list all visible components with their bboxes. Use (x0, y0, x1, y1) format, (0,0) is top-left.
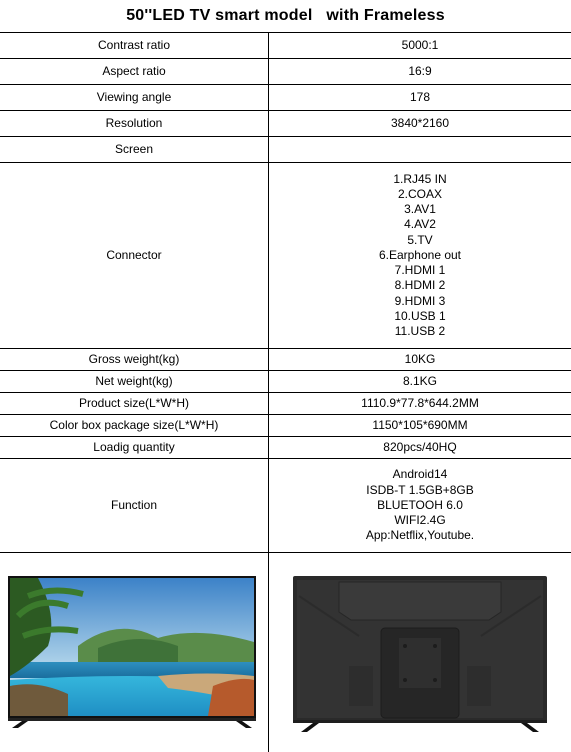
spec-value-line: 16:9 (408, 63, 432, 78)
spec-value-line: 9.HDMI 3 (394, 293, 446, 308)
spec-label: Color box package size(L*W*H) (0, 415, 269, 437)
spec-label: Connector (0, 163, 269, 349)
spec-value-line: 2.COAX (397, 187, 442, 202)
tv-back-photo (289, 576, 551, 746)
spec-label: Viewing angle (0, 85, 269, 111)
spec-value-line: WIFI2.4G (394, 513, 446, 528)
product-photos (0, 550, 571, 752)
spec-label: Gross weight(kg) (0, 349, 269, 371)
spec-value-line: App:Netflix,Youtube. (365, 528, 475, 543)
spec-label: Resolution (0, 111, 269, 137)
spec-label: Loadig quantity (0, 437, 269, 459)
spec-row (0, 437, 571, 459)
spec-row (0, 415, 571, 437)
spec-row (0, 371, 571, 393)
spec-value-line: 1110.9*77.8*644.2MM (361, 395, 479, 410)
spec-value (269, 349, 571, 371)
spec-label: Net weight(kg) (0, 371, 269, 393)
spec-value-line: 1150*105*690MM (372, 417, 468, 432)
spec-value-line: 8.HDMI 2 (394, 278, 446, 293)
column-divider (268, 550, 269, 752)
spec-value-line: 5000:1 (401, 37, 439, 52)
spec-value (269, 371, 571, 393)
spec-row (0, 393, 571, 415)
spec-value-line: 10.USB 1 (394, 308, 446, 323)
spec-value (269, 437, 571, 459)
spec-value (269, 59, 571, 85)
spec-label: Screen (0, 137, 269, 163)
spec-value (269, 85, 571, 111)
spec-value-line: 10KG (404, 351, 436, 366)
spec-value-line: BLUETOOH 6.0 (377, 497, 463, 512)
spec-row (0, 111, 571, 137)
spec-label: Contrast ratio (0, 33, 269, 59)
spec-value-line: 3840*2160 (390, 115, 450, 130)
spec-value (269, 415, 571, 437)
spec-value-line: Android14 (392, 467, 448, 482)
spec-value-line: ISDB-T 1.5GB+8GB (366, 482, 474, 497)
spec-row (0, 349, 571, 371)
spec-value-line: 5.TV (407, 232, 433, 247)
spec-row (0, 85, 571, 111)
spec-value-line: 11.USB 2 (394, 323, 446, 338)
spec-value-line: 6.Earphone out (378, 247, 462, 262)
spec-value-line: 8.1KG (402, 373, 438, 388)
spec-row (0, 137, 571, 163)
spec-value-line: 3.AV1 (404, 202, 436, 217)
spec-value (269, 137, 571, 163)
spec-value-line: 7.HDMI 1 (394, 263, 446, 278)
tv-front-photo (8, 576, 258, 746)
spec-row (0, 59, 571, 85)
spec-row (0, 163, 571, 349)
spec-value-line: 4.AV2 (404, 217, 436, 232)
spec-table (0, 32, 571, 553)
spec-value (269, 393, 571, 415)
spec-value (269, 459, 571, 553)
spec-value-line: 1.RJ45 IN (393, 171, 447, 186)
spec-value (269, 33, 571, 59)
spec-label: Product size(L*W*H) (0, 393, 269, 415)
spec-value-line: 178 (409, 89, 431, 104)
spec-label: Function (0, 459, 269, 553)
spec-value-line: 820pcs/40HQ (383, 439, 457, 454)
spec-label: Aspect ratio (0, 59, 269, 85)
page-title: 50''LED TV smart model with Frameless (126, 7, 445, 24)
spec-value (269, 111, 571, 137)
spec-row (0, 33, 571, 59)
spec-row (0, 459, 571, 553)
spec-value (269, 163, 571, 349)
spec-value-line (269, 142, 571, 157)
